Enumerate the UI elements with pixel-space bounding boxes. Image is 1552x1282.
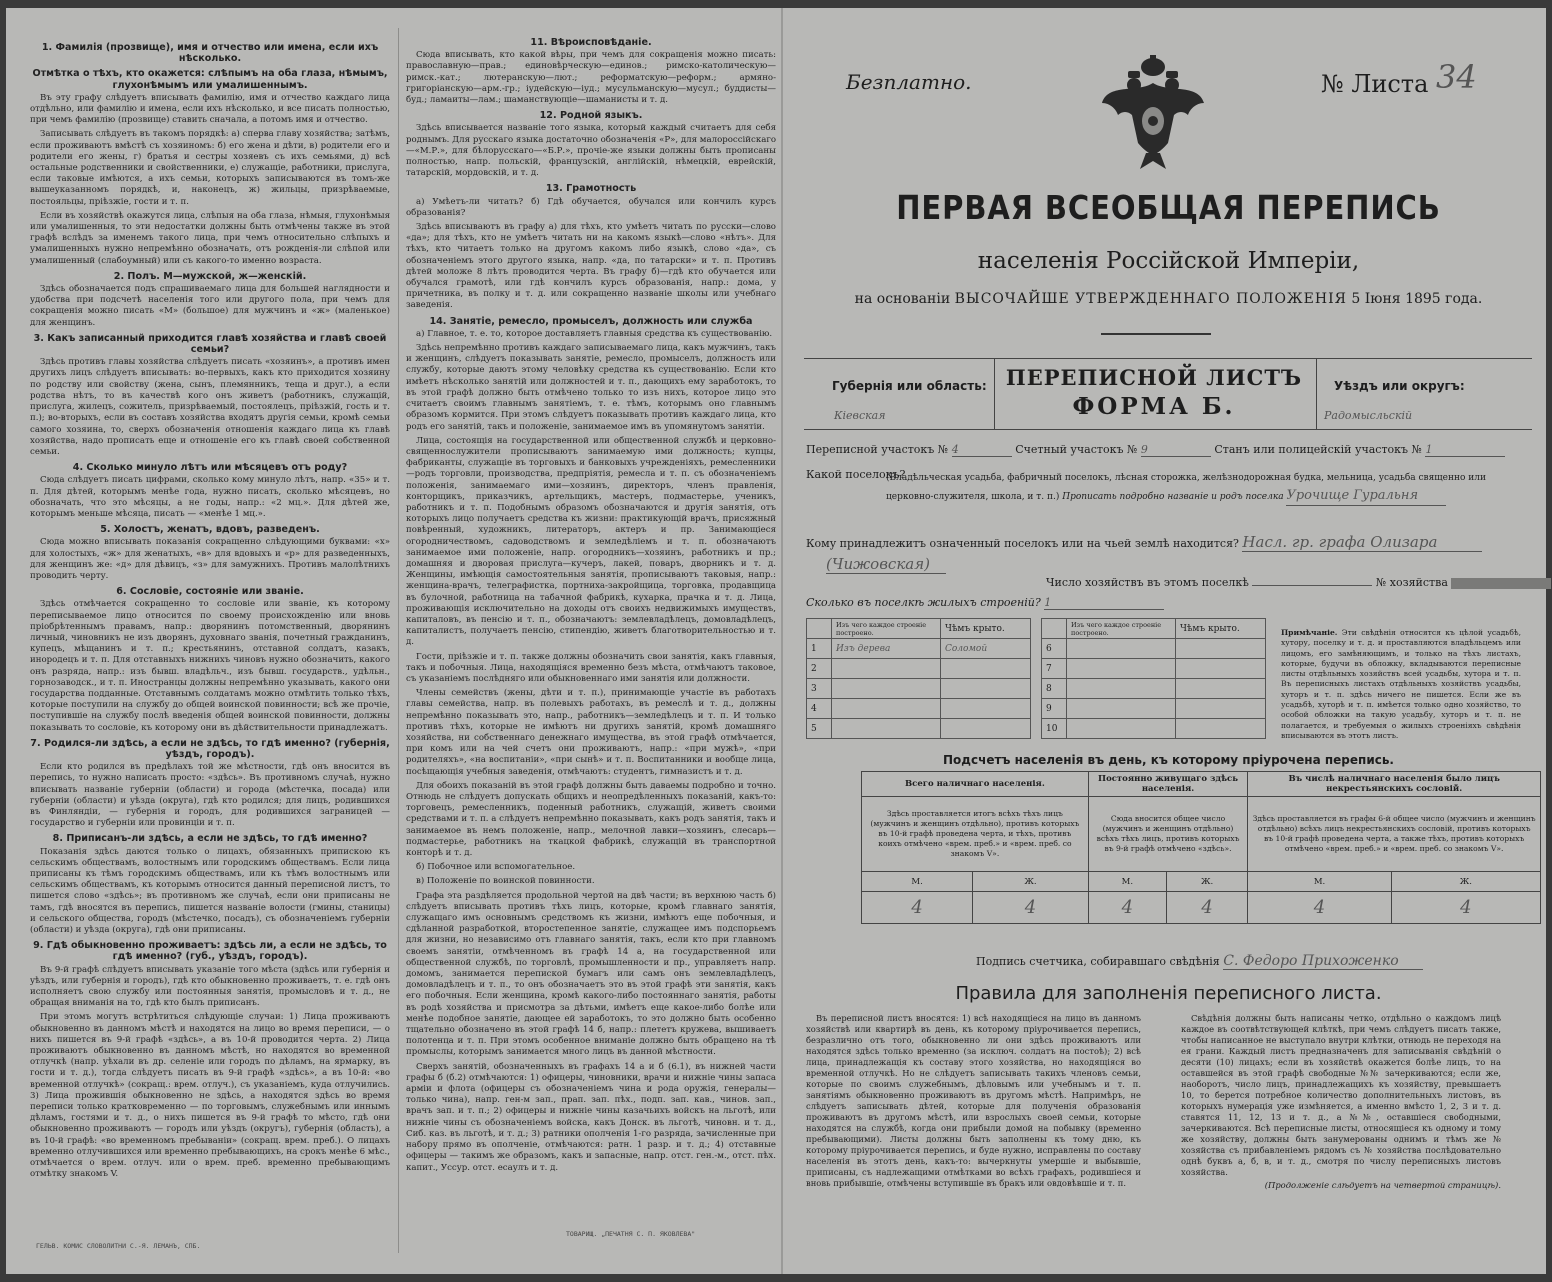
- section-paragraph: Здѣсь вписывается названіе того языка, который каждый считаетъ для себя роднымъ. Для русскаго языка достаточно обозначенія «Р», для малороссійскаго—«М.Р.», для бѣлорусскаго—«Б.Р.», прочіе-же языки должны быть прописаны полностью, напр. польскій, французскій, англійскій, нѣмецкій, еврейскій, татарскій, мордовскій, и т. д.: [406, 123, 776, 179]
- table-row: 10: [1042, 719, 1266, 739]
- settlement-hint: (Владѣльческая усадьба, фабричный поселокъ, лѣсная сторожка, желѣзнодорожная будка, мельница, усадьба священно или церковно-служителя, школа, и т. п.) Прописать подробно названіе и родъ поселка Урочище Гуральня: [886, 469, 1526, 506]
- section-paragraph: Если кто родился въ предѣлахъ той же мѣстности, гдѣ онъ вносится въ перепись, то нужно написать просто: «здѣсь». Въ противномъ случаѣ, нужно вписывать названіе губерніи (области) и города (мѣстечка, посада) или губерніи (области) и уѣзда (округа), гдѣ кто родился; для лицъ, родившихся въ Финляндіи, — губернія и городъ, для родившихся заграницей — государство и губерніи или провинціи и т. п.: [30, 762, 390, 829]
- census-sheet: [6, 8, 1546, 1274]
- section-paragraph: Гости, пріѣзжіе и т. п. также должны обозначить свои занятія, какъ главныя, такъ и побочныя. Лица, находящіяся временно безъ мѣста, отмѣчаютъ таковое, съ указаніемъ послѣдняго или обыкновеннаго ими занятія или должности.: [406, 651, 776, 684]
- section-paragraph: а) Главное, т. е. то, которое доставляетъ главныя средства къ существованію.: [416, 328, 773, 339]
- stan-value: 1: [1425, 443, 1505, 457]
- enumerator-signature: С. Федоро Прихоженко: [1223, 953, 1423, 970]
- free-of-charge-label: Безплатно.: [846, 70, 972, 94]
- buildings-table-right: Изъ чего каждое строеніе построено. Чѣмъ крыто. 6 7 8 9 10: [1041, 618, 1266, 739]
- buildings-line: Сколько въ поселкѣ жилыхъ строеній? 1: [806, 596, 1164, 610]
- census-value: 4: [1391, 892, 1540, 924]
- section-paragraph: Здѣсь непремѣнно противъ каждаго записываемаго лица, какъ мужчинъ, такъ и женщинъ, слѣдуетъ показывать занятіе, ремесло, промыселъ, должность или службу, которые даютъ этому человѣку средства къ существованію. Если кто имѣетъ нѣсколько занятій или должностей и т. п., дающихъ ему заработокъ, то въ этой графѣ должно быть отмѣчено только то изъ нихъ, которое лицо это считаетъ своимъ главнымъ занятіемъ, т. е. тѣмъ, которымъ оно главнымъ образомъ кормится. При этомъ слѣдуетъ показывать противъ каждаго лица, кто родъ его занятій, такъ и положеніе, занимаемое имъ въ упомянутомъ занятіи.: [406, 343, 776, 432]
- census-value: 4: [1088, 892, 1166, 924]
- table-row: 6: [1042, 639, 1266, 659]
- section-heading: 12. Родной языкъ.: [539, 110, 643, 122]
- buildings-value: 1: [1044, 596, 1164, 610]
- section-heading: 3. Какъ записанный приходится главѣ хозяйства и главѣ своей семьи?: [33, 332, 387, 356]
- census-count-title: Подсчетъ населенія въ день, къ которому пріурочена перепись.: [943, 753, 1394, 767]
- section-heading: 13. Грамотность: [545, 183, 637, 195]
- instructions-column-left: [30, 38, 390, 1228]
- section-paragraph: Лица, состоящія на государственной или общественной службѣ и церковно-священнослужители прописываютъ занимаемую ими должность; купцы, фабриканты, служащіе въ торговыхъ и банковыхъ учрежденіяхъ, ремесленники—родъ торговли, производства, предпріятія, ремесла и т. п. съ обозначеніемъ положенія, занимаемаго ими—хозяинъ, директоръ, членъ правленія, конторщикъ, приказчикъ, артельщикъ, мастеръ, подмастерье, ученикъ, работникъ и т. п. Подобнымъ образомъ обозначаются и другія занятія, отъ которыхъ лицо получаетъ средства къ жизни: практикующій врачъ, присяжный повѣренный, художникъ, литераторъ, актеръ и пр. Занимающіеся огородничествомъ, садоводствомъ и земледѣліемъ и т. п. обозначаютъ занимаемое ими положеніе, напр. огородникъ—хозяинъ, работникъ и пр.; домашняя и дворовая прислуга—кучеръ, лакей, поваръ, дворникъ и т. д. Женщины, имѣющія самостоятельныя занятія, прописываютъ таковыя, напр.: женщина-врачъ, телеграфистка, портниха-закройщица, торговка, продавщица въ булочной, работница на табачной фабрикѣ, кухарка, прачка и т. д. Лица, проживающія исключительно на доходы отъ своихъ недвижимыхъ имуществъ, капиталовъ, въ пенсію и т. п., обозначаютъ: землевладѣлецъ, домовладѣлецъ, капиталистъ, получаетъ пенсію, стипендію, живетъ благотворительностью и т. д.: [406, 435, 776, 648]
- printer-mark-right: ТОВАРИЩ. „ПЕЧАТНЯ С. П. ЯКОВЛЕВА": [566, 1230, 696, 1238]
- form-title: ПЕРВАЯ ВСЕОБЩАЯ ПЕРЕПИСЬ: [896, 188, 1441, 227]
- section-paragraph: Въ эту графу слѣдуетъ вписывать фамилію, имя и отчество каждаго лица отдѣльно, или фамилію и имена, если ихъ нѣсколько, и все писать полностью, при чемъ фамилію (прозвище) ставить сначала, а потомъ имя и отчество.: [30, 92, 390, 126]
- section-paragraph: Если въ хозяйствѣ окажутся лица, слѣпыя на оба глаза, нѣмыя, глухонѣмыя или умалишенныя, то эти недостатки должны быть отмѣчены также въ этой графѣ вслѣдъ за именемъ такого лица, при чемъ относительно слѣпыхъ и умалишенныхъ нужно непремѣнно обозначать, отъ рожденія-ли слѣпой или умалишенный (слабоумный) или съ какого-то именно возраста.: [30, 210, 390, 266]
- section-heading: 14. Занятіе, ремесло, промыселъ, должность или служба: [429, 315, 753, 327]
- sheet-number-value: 34: [1436, 58, 1477, 96]
- section-paragraph: Здѣсь отмѣчается сокращенно то сословіе или званіе, къ которому переписываемое лицо относится по своему происхожденію или вновь пріобрѣтеннымъ правамъ, напр.: дворянинъ потомственный, дворянинъ личный, чиновникъ не изъ дворянъ, духовнаго званія, почетный гражданинъ, купецъ, мѣщанинъ и т. п.; крестьянинъ, отставной солдатъ, казакъ, инородецъ и т. п. Для отставныхъ нижнихъ чиновъ нужно обозначить, какого онъ разряда, напр.: изъ бывш. владѣльч., изъ бывш. государств., удѣльн., горнозаводск., и т. п. Иностранцы должны непремѣнно указывать, какого они государства подданные. Отставнымъ солдатамъ можно отмѣтить только тѣхъ, которые поступили на службу до общей воинской повинности; всѣ же прочіе, поступившіе на службу послѣ введенія общей воинской повинности, должны показывать то сословіе, къ которому они въ дѣйствительности принадлежатъ.: [30, 599, 390, 733]
- census-form-page: [796, 28, 1541, 1268]
- section-paragraph: б) Побочное или вспомогательное.: [416, 862, 576, 873]
- households-line: Число хозяйствъ въ этомъ поселкѣ № хозяйства: [1046, 576, 1551, 589]
- section-heading: 8. Приписанъ-ли здѣсь, а если не здѣсь, то гдѣ именно?: [52, 833, 368, 845]
- enumerator-signature-line: Подпись счетчика, собиравшаго свѣдѣнія С. Федоро Прихоженко: [976, 953, 1423, 970]
- table-row: 2: [807, 659, 1031, 679]
- section-paragraph: Записывать слѣдуетъ въ такомъ порядкѣ: а) сперва главу хозяйства; затѣмъ, если проживаютъ вмѣстѣ съ хозяиномъ: б) его жена и дѣти, в) родители его и родители его жены, г) братья и сестры хозяевъ съ ихъ семьями, д) всѣ остальные родственники и свойственники, е) служащіе, работники, прислуга, если таковые имѣются, а ихъ семьи, которыхъ записываются въ томъ-же вышеуказанномъ порядкѣ, и, наконецъ, ж) жильцы, призрѣваемые, постояльцы, пріѣзжіе, гости и т. п.: [30, 129, 390, 207]
- section-paragraph: Графа эта раздѣляется продольной чертой на двѣ части; въ верхнюю часть б) слѣдуетъ вписывать противъ тѣхъ лицъ, которые, кромѣ главнаго занятія, служащаго имъ основнымъ средствомъ къ жизни, имѣютъ еще побочныя, и сдѣланной разработкой, второстепенное занятіе, служащее имъ подспорьемъ для жизни, но независимо отъ главнаго занятія, такъ, если кто при главномъ своемъ занятіи, отмѣченномъ въ графѣ 14 а, на государственной или общественной службѣ, по торговлѣ, промышленности и пр., управляетъ напр. домомъ, занимается перепиской бумагъ или самъ онъ землевладѣлецъ, домовладѣлецъ и т. п., то онъ обозначаетъ это въ этой графѣ эти занятія, какъ его побочныя. Если женщина, кромѣ какого-либо постояннаго занятія, работы въ родѣ хозяйства и присмотра за дѣтьми, имѣетъ еще какое-либо болѣе или менѣе подобное занятіе, дающее ей заработокъ, то это должно быть особенно тщательно обозначено въ этой графѣ 14 б, напр.: плететъ кружева, вышиваетъ полотенца и т. п. При этомъ особенное вниманіе должно быть обращено на тѣ промыслы, которымъ занимается много лицъ въ данной мѣстности.: [406, 890, 776, 1058]
- buildings-table-left: Изъ чего каждое строеніе построено. Чѣмъ крыто. 1 Изъ дерева Соломой 2 3 4 5: [806, 618, 1031, 739]
- owner-value: Насл. гр. графа Олизара: [1242, 533, 1482, 552]
- table-row: 8: [1042, 679, 1266, 699]
- rules-title: Правила для заполненія переписного листа.: [955, 983, 1382, 1004]
- section-paragraph: Члены семействъ (жены, дѣти и т. п.), принимающіе участіе въ работахъ главы семейства, напр. въ полевыхъ работахъ, въ ремеслѣ и т. д., должны непремѣнно показывать это, напр., работникъ—земледѣлецъ и т. п. И только противъ тѣхъ, которые не имѣютъ ни другихъ занятій, кромѣ домашняго хозяйства, ни собственнаго денежнаго имущества, въ этой графѣ отмѣчается, при комъ или на чей счетъ они проживаютъ, напр.: «при мужѣ», «при родителяхъ», «на воспитаніи», «при сынѣ» и т. п. Воспитанники и вообще лица, посѣщающія учебныя заведенія, отмѣчаютъ: студентъ, гимназистъ и т. д.: [406, 688, 776, 777]
- section-paragraph: Сюда слѣдуетъ писать цифрами, сколько кому минуло лѣтъ, напр. «35» и т. п. Для дѣтей, которымъ менѣе года, нужно писать, сколько мѣсяцевъ, но обозначать, что это мѣсяцы, а не годы, напр.: «2 мц.». Для дѣтей же, которымъ меньше мѣсяца, писать — «менѣе 1 мц.».: [30, 475, 390, 519]
- gubernia-value: Кіевская: [834, 409, 886, 422]
- buildings-note: Примѣчаніе. Эти свѣдѣнія относятся къ цѣлой усадьбѣ, хутору, поселку и т. д. и проставляются владѣльцемъ или лицомъ, его замѣняющимъ, и только на тѣхъ листахъ, которые, будучи въ обложку, вкладываются переписные листы отдѣльныхъ хозяйствъ всей усадьбы, хутора и т. п. Въ переписныхъ листахъ отдѣльныхъ хозяйствъ усадьбы, хуторъ и т. п. здѣсь ничего не пишется. Если же въ усадьбѣ, хуторѣ и т. п. имѣется только одно хозяйство, то особой обложки на такую усадьбу, хуторъ и т. п. не полагается, и требуемыя о жилыхъ строеніяхъ свѣдѣнія вписываются въ этотъ листъ.: [1281, 628, 1521, 740]
- section-paragraph: в) Положеніе по воинской повинности.: [416, 876, 595, 887]
- uezd-label: Уѣздъ или округъ:: [1334, 379, 1465, 393]
- section-paragraph: Здѣсь обозначается подъ спрашиваемаго лица для большей наглядности и удобства при подсчетѣ населенія того или другого пола, при чемъ для сокращенія можно писать «М» (большое) для мужчинъ и «ж» (маленькое) для женщинъ.: [30, 284, 390, 328]
- rules-column-right: Свѣдѣнія должны быть написаны четко, отдѣльно о каждомъ лицѣ каждое въ соотвѣтствующей клѣткѣ, при чемъ слѣдуетъ писать также, чтобы написанное не выступало внутри клѣтки, отнюдь не переходя на ея грани. Каждый листъ предназначенъ для записыванія свѣдѣній о десяти (10) лицахъ; если въ хозяйствѣ окажется болѣе лицъ, то на оставшейся въ этой графѣ свободные №№ зачеркиваются; если же, наоборотъ, число лицъ, принадлежащихъ къ хозяйству, превышаетъ 10, то берется потребное количество дополнительныхъ листовъ, въ которыхъ нумерація уже измѣняется, а именно вмѣсто 1, 2, 3 и т. д. ставятся 11, 12, 13 и т. д., а №№, оставшіеся свободными, зачеркиваются. Всѣ переписные листы, относящіеся къ одному и тому же хозяйству, должны быть занумерованы однимъ и тѣмъ же № хозяйства съ прибавленіемъ рядомъ съ № хозяйства послѣдовательно однѣ буквъ а, б, в, и т. д., смотря по числу переписныхъ листовъ хозяйства. (Продолженіе слѣдуетъ на четвертой страницѣ).: [1181, 1013, 1501, 1190]
- section-paragraph: Здѣсь противъ главы хозяйства слѣдуетъ писать «хозяинъ», а противъ имен другихъ лицъ слѣдуетъ вписывать: во-первыхъ, какъ кто приходится хозяину по родству или свойству (жена, сынъ, племянникъ, теща и друг.), а если родства нѣтъ, то въ качествѣ кого онъ живетъ (работникъ, служащій, прислуга, жилецъ, сожитель, призрѣваемый, постоялецъ, пріѣзжій, гость и т. п.); во-вторыхъ, если въ составъ хозяйства входятъ другія семьи, кромѣ семьи самого хозяина, то, сверхъ обозначенія отношенія каждаго лица къ главѣ хозяйства, надо прописать еще и отношеніе его къ главѣ своей собственной семьи.: [30, 357, 390, 457]
- census-value: 4: [1248, 892, 1391, 924]
- column-divider: [398, 28, 399, 1253]
- table-row: 9: [1042, 699, 1266, 719]
- sheet-number-label: № Листа: [1321, 70, 1429, 98]
- gubernia-label: Губернія или область:: [832, 379, 987, 393]
- uezd-value: Радомысльскій: [1324, 409, 1413, 422]
- instructions-column-right: [406, 33, 776, 1193]
- section-heading: 7. Родился-ли здѣсь, а если не здѣсь, то гдѣ именно? (губернія, уѣздъ, городъ).: [30, 737, 390, 760]
- table-row: 1 Изъ дерева Соломой: [807, 639, 1031, 659]
- section-heading: 4. Сколько минуло лѣтъ или мѣсяцевъ отъ роду?: [72, 462, 348, 474]
- census-value: 4: [1166, 892, 1247, 924]
- section-heading: 9. Гдѣ обыкновенно проживаетъ: здѣсь ли, а если не здѣсь, то гдѣ именно? (губ., уѣздъ, городъ).: [33, 940, 387, 963]
- section-heading: 5. Холостъ, женатъ, вдовъ, разведенъ.: [100, 524, 320, 536]
- form-subtitle: населенія Россійской Имперіи,: [977, 248, 1360, 274]
- list-title: ПЕРЕПИСНОЙ ЛИСТЪ: [1005, 365, 1303, 390]
- section-paragraph: Въ 9-й графѣ слѣдуетъ вписывать указаніе того мѣста (здѣсь или губернія и уѣздъ, или губернія и городъ), гдѣ кто обыкновенно проживаетъ, т. е. гдѣ онъ исполняетъ свою службу или постоянныя занятія, промысловъ и т. д., не обращая вниманія на то, гдѣ кто былъ приписанъ.: [30, 964, 390, 1009]
- district-value: 4: [952, 443, 1012, 457]
- table-row: 7: [1042, 659, 1266, 679]
- table-row: 5: [807, 719, 1031, 739]
- imperial-eagle-icon: [1098, 53, 1208, 173]
- section-paragraph: При этомъ могутъ встрѣтиться слѣдующіе случаи: 1) Лица проживаютъ обыкновенно въ данномъ мѣстѣ и находятся на лицо во время переписи, — о нихъ пишется въ 9-й графѣ «здѣсь», а въ 10-й проводится черта. 2) Лица проживаютъ обыкновенно въ данномъ мѣстѣ, но находятся во временной отлучкѣ (напр. уѣхали въ др. селеніе или городъ по дѣламъ, на ярмарку, въ гости и т. д.), тогда слѣдуетъ писать въ 9-й графѣ «здѣсь», а въ 10-й: «во временной отлучкѣ» (сокращ.: врем. отлуч.), съ указаніемъ, куда отлучились. 3) Лица прожившія обыкновенно не здѣсь, а находятся здѣсь во время переписи только кратковременно — по торговымъ, служебнымъ или иннымъ дѣламъ, гостями и т. д., о нихъ пишется въ 9-й графѣ то мѣсто, гдѣ они обыкновенно проживаютъ — городъ или уѣздъ (округъ), губернія (область), а въ 10-й графѣ: «во временномъ пребываніи» (сокращ. врем. преб.). О лицахъ временно отлучившихся или временно пребывающихъ, на срокъ менѣе 6 мѣс., отмѣчается о врем. отлуч. или о врем. преб. временно пребывающимъ отмѣтку знакомъ V.: [30, 1012, 390, 1180]
- section-paragraph: а) Умѣетъ-ли читать? б) Гдѣ обучается, обучался или кончилъ курсъ образованія?: [406, 196, 776, 218]
- owner-value-2: (Чижовская): [826, 555, 946, 574]
- section-paragraph: Здѣсь вписываютъ въ графу а) для тѣхъ, кто умѣетъ читать по русски—слово «да»; для тѣхъ, кто не умѣетъ читать ни на какомъ языкѣ—слово «нѣтъ». Для тѣхъ, кто читаетъ только на другомъ какомъ либо языкѣ, слово «да», съ обозначеніемъ этого другого языка, напр. «да, по татарски» и т. п. Противъ дѣтей моложе 8 лѣтъ проводится черта. Въ графу б)—гдѣ кто обучается или обучался грамотѣ, или гдѣ кончилъ курсъ образованія, напр.: дома, у причетника, въ полку и т. д. или сокращенно названіе школы или учебнаго заведенія.: [406, 222, 776, 311]
- section-heading: 11. Вѣроисповѣданіе.: [530, 37, 652, 48]
- table-row: 4: [807, 699, 1031, 719]
- section-paragraph: Для обоихъ показаній въ этой графѣ должны быть даваемы подробно и точно. Отнюдь не слѣдуетъ допускать общихъ и неопредѣленныхъ показаній, какъ-то: торговецъ, ремесленникъ, поденный работникъ, служащій, живетъ своими средствами и т. п. а слѣдуетъ непремѣнно показывать, какъ родъ занятія, такъ и занимаемое въ немъ положеніе, напр., мелочной лавки—хозяинъ, слесарь—подмастерье, работникъ на ткацкой фабрикѣ, служащій въ транспортной конторѣ и т. д.: [406, 780, 776, 859]
- census-count-table: Всего наличнаго населенія. Постоянно живущаго здѣсь населенія. Въ числѣ наличнаго населенія было лицъ некрестьянскихъ сословій. Здѣсь проставляется итогъ всѣхъ тѣхъ лицъ (мужчинъ и женщинъ отдѣльно), противъ которыхъ въ 10-й графѣ проведена черта, и тѣхъ, противъ коихъ отмѣчено «врем. преб.» и «врем. преб. со знакомъ V». Сюда вносится общее число (мужчинъ и женщинъ отдѣльно) всѣхъ тѣхъ лицъ, противъ которыхъ въ 9-й графѣ отмѣчено «здѣсь». Здѣсь проставляется въ графы 6-й общее число (мужчинъ и женщинъ отдѣльно) всѣхъ лицъ некрестьянскихъ сословій, противъ которыхъ въ 10-й графѣ проведена черта, а также тѣхъ, противъ которыхъ отмѣчено «врем. преб.» и «врем. преб. со знакомъ V». М. Ж. М. Ж. М. Ж. 4 4 4 4 4 4: [861, 771, 1541, 924]
- owner-line: Кому принадлежитъ означенный поселокъ или на чьей землѣ находится? Насл. гр. графа Олизара: [806, 533, 1482, 552]
- section-paragraph: Сюда можно вписывать показанія сокращенно слѣдующими буквами: «х» для холостыхъ, «ж» для женатыхъ, «в» для вдовыхъ и «р» для разведенныхъ, для женщинъ же: «д» для дѣвицъ, «з» для замужнихъ. Противъ малолѣтнихъ проводить черту.: [30, 537, 390, 581]
- district-line: Переписной участокъ № 4 Счетный участокъ № 9 Станъ или полицейскій участокъ № 1: [806, 443, 1505, 457]
- section-heading: 6. Сословіе, состояніе или званіе.: [116, 586, 304, 598]
- settlement-label: Какой поселокъ?: [806, 468, 906, 481]
- section-paragraph: Показанія здѣсь даются только о лицахъ, обязанныхъ припискою къ сельскимъ обществамъ, волостнымъ или городскимъ обществамъ. Если лица приписаны къ тѣмъ городскимъ обществамъ, или къ тѣмъ волостнымъ или сельскимъ обществамъ, къ которымъ относится данный переписной листъ, то пишется слово «здѣсь»; въ противномъ же случаѣ, если они приписаны не тамъ, гдѣ вносятся въ перепись, пишется названіе волости (гмины, станицы) и сельского общества, городъ (мѣстечко, посадъ), съ обозначеніемъ губерніи (области) и уѣзда (округа), гдѣ они приписаны.: [30, 846, 390, 936]
- form-code: ФОРМА Б.: [1072, 393, 1236, 420]
- printer-mark-left: ГЕЛЬВ. КОМИС СЛОВОЛИТНИ С.-Я. ЛЕМАНЪ, СПБ.: [36, 1242, 201, 1250]
- legal-basis: на основаніи ВЫСОЧАЙШЕ УТВЕРЖДЕННАГО ПОЛОЖЕНІЯ 5 Іюня 1895 года.: [854, 291, 1483, 307]
- section-heading: Отмѣтка о тѣхъ, кто окажется: слѣпымъ на оба глаза, нѣмымъ, глухонѣмымъ или умалишеннымъ.: [32, 68, 388, 91]
- section-paragraph: Сверхъ занятій, обозначенныхъ въ графахъ 14 а и б (6.1), въ нижней части графы б (б.2) отмѣчаются: 1) офицеры, чиновники, врачи и нижніе чины запаса арміи и флота (офицеры съ обозначеніемъ чина и рода оружія, генералы—только чина), напр. ген-м зап., прап. зап. пѣх., подп. зап. кав., чинов. зап., врачъ зап. и т. п.; 2) офицеры и нижніе чины казачьихъ войскъ на льготѣ, или нижніе чины съ обозначеніемъ войска, какъ Донск. въ льготѣ, чиновн. и т. д., Сиб. каз. въ льготѣ, и т. д.; 3) ратники ополченія 1-го разряда, зачисленные при набору прямо въ ополченіе, отмѣчаются: ратн. 1 разр. и т. д.; 4) отставные офицеры — такимъ же образомъ, какъ и запасные, напр. отст. ген.-м., отст. пѣх. капит., Уссур. отст. есаулъ и т. д.: [406, 1061, 776, 1173]
- header-box: [804, 358, 1532, 430]
- census-value: 4: [862, 892, 973, 924]
- rules-column-left: Въ переписной листъ вносятся: 1) всѣ находящіеся на лицо въ данномъ хозяйствѣ или квартирѣ въ день, къ которому пріурочивается перепись, безразлично отъ того, обыкновенно ли они здѣсь проживаютъ или находятся здѣсь только временно (за исключ. солдатъ на постоѣ); 2) всѣ лица, принадлежащія къ составу этого хозяйства, но находящіяся во временной отлучкѣ. Но не слѣдуетъ записывать такихъ членовъ семьи, которые по своимъ служебнымъ, дѣловымъ или учебнымъ и т. п. занятіямъ обыкновенно проживаютъ въ другомъ мѣстѣ. Напримѣръ, не слѣдуетъ записывать дѣтей, которые для полученія образованія проживаютъ въ другомъ мѣстѣ, или взрослыхъ своей семьи, которые находятся на службѣ, когда они прибыли домой на побывку (временно пребывающими). Листы должны быть заполнены къ тому дню, къ которому пріурочивается перепись, и буде нужно, исправлены по составу населенія въ этотъ день, какъ-то: вычеркнуты умершіе и выбывшіе, приписаны, съ надлежащими отмѣтками во всѣхъ графахъ, родившіеся и вновь прибывшіе, отмѣчены вступившіе въ бракъ или овдовѣвшіе и т. п.: [806, 1013, 1141, 1188]
- page-fold: [781, 8, 783, 1274]
- settlement-value: Урочище Гуральня: [1286, 487, 1446, 506]
- section-paragraph: Сюда вписывать, кто какой вѣры, при чемъ для сокращенія можно писать: православную—прав.; единовѣрческую—единов.; римско-католическую—римск.-кат.; лютеранскую—лют.; реформатскую—реформ.; армяно-григоріанскую—арм.-гр.; іудейскую—іуд.; мусульманскую—мусул.; буддисты—буд.; ламаиты—лам.; шаманствующіе—шаманисты и т. д.: [406, 50, 776, 106]
- title-rule: [1101, 333, 1211, 335]
- section-heading: 1. Фамилія (прозвище), имя и отчество или имена, если ихъ нѣсколько.: [41, 42, 379, 65]
- census-value: 4: [973, 892, 1089, 924]
- count-district-value: 9: [1141, 443, 1211, 457]
- table-row: 3: [807, 679, 1031, 699]
- section-heading: 2. Полъ. М—мужской, ж—женскій.: [113, 270, 307, 282]
